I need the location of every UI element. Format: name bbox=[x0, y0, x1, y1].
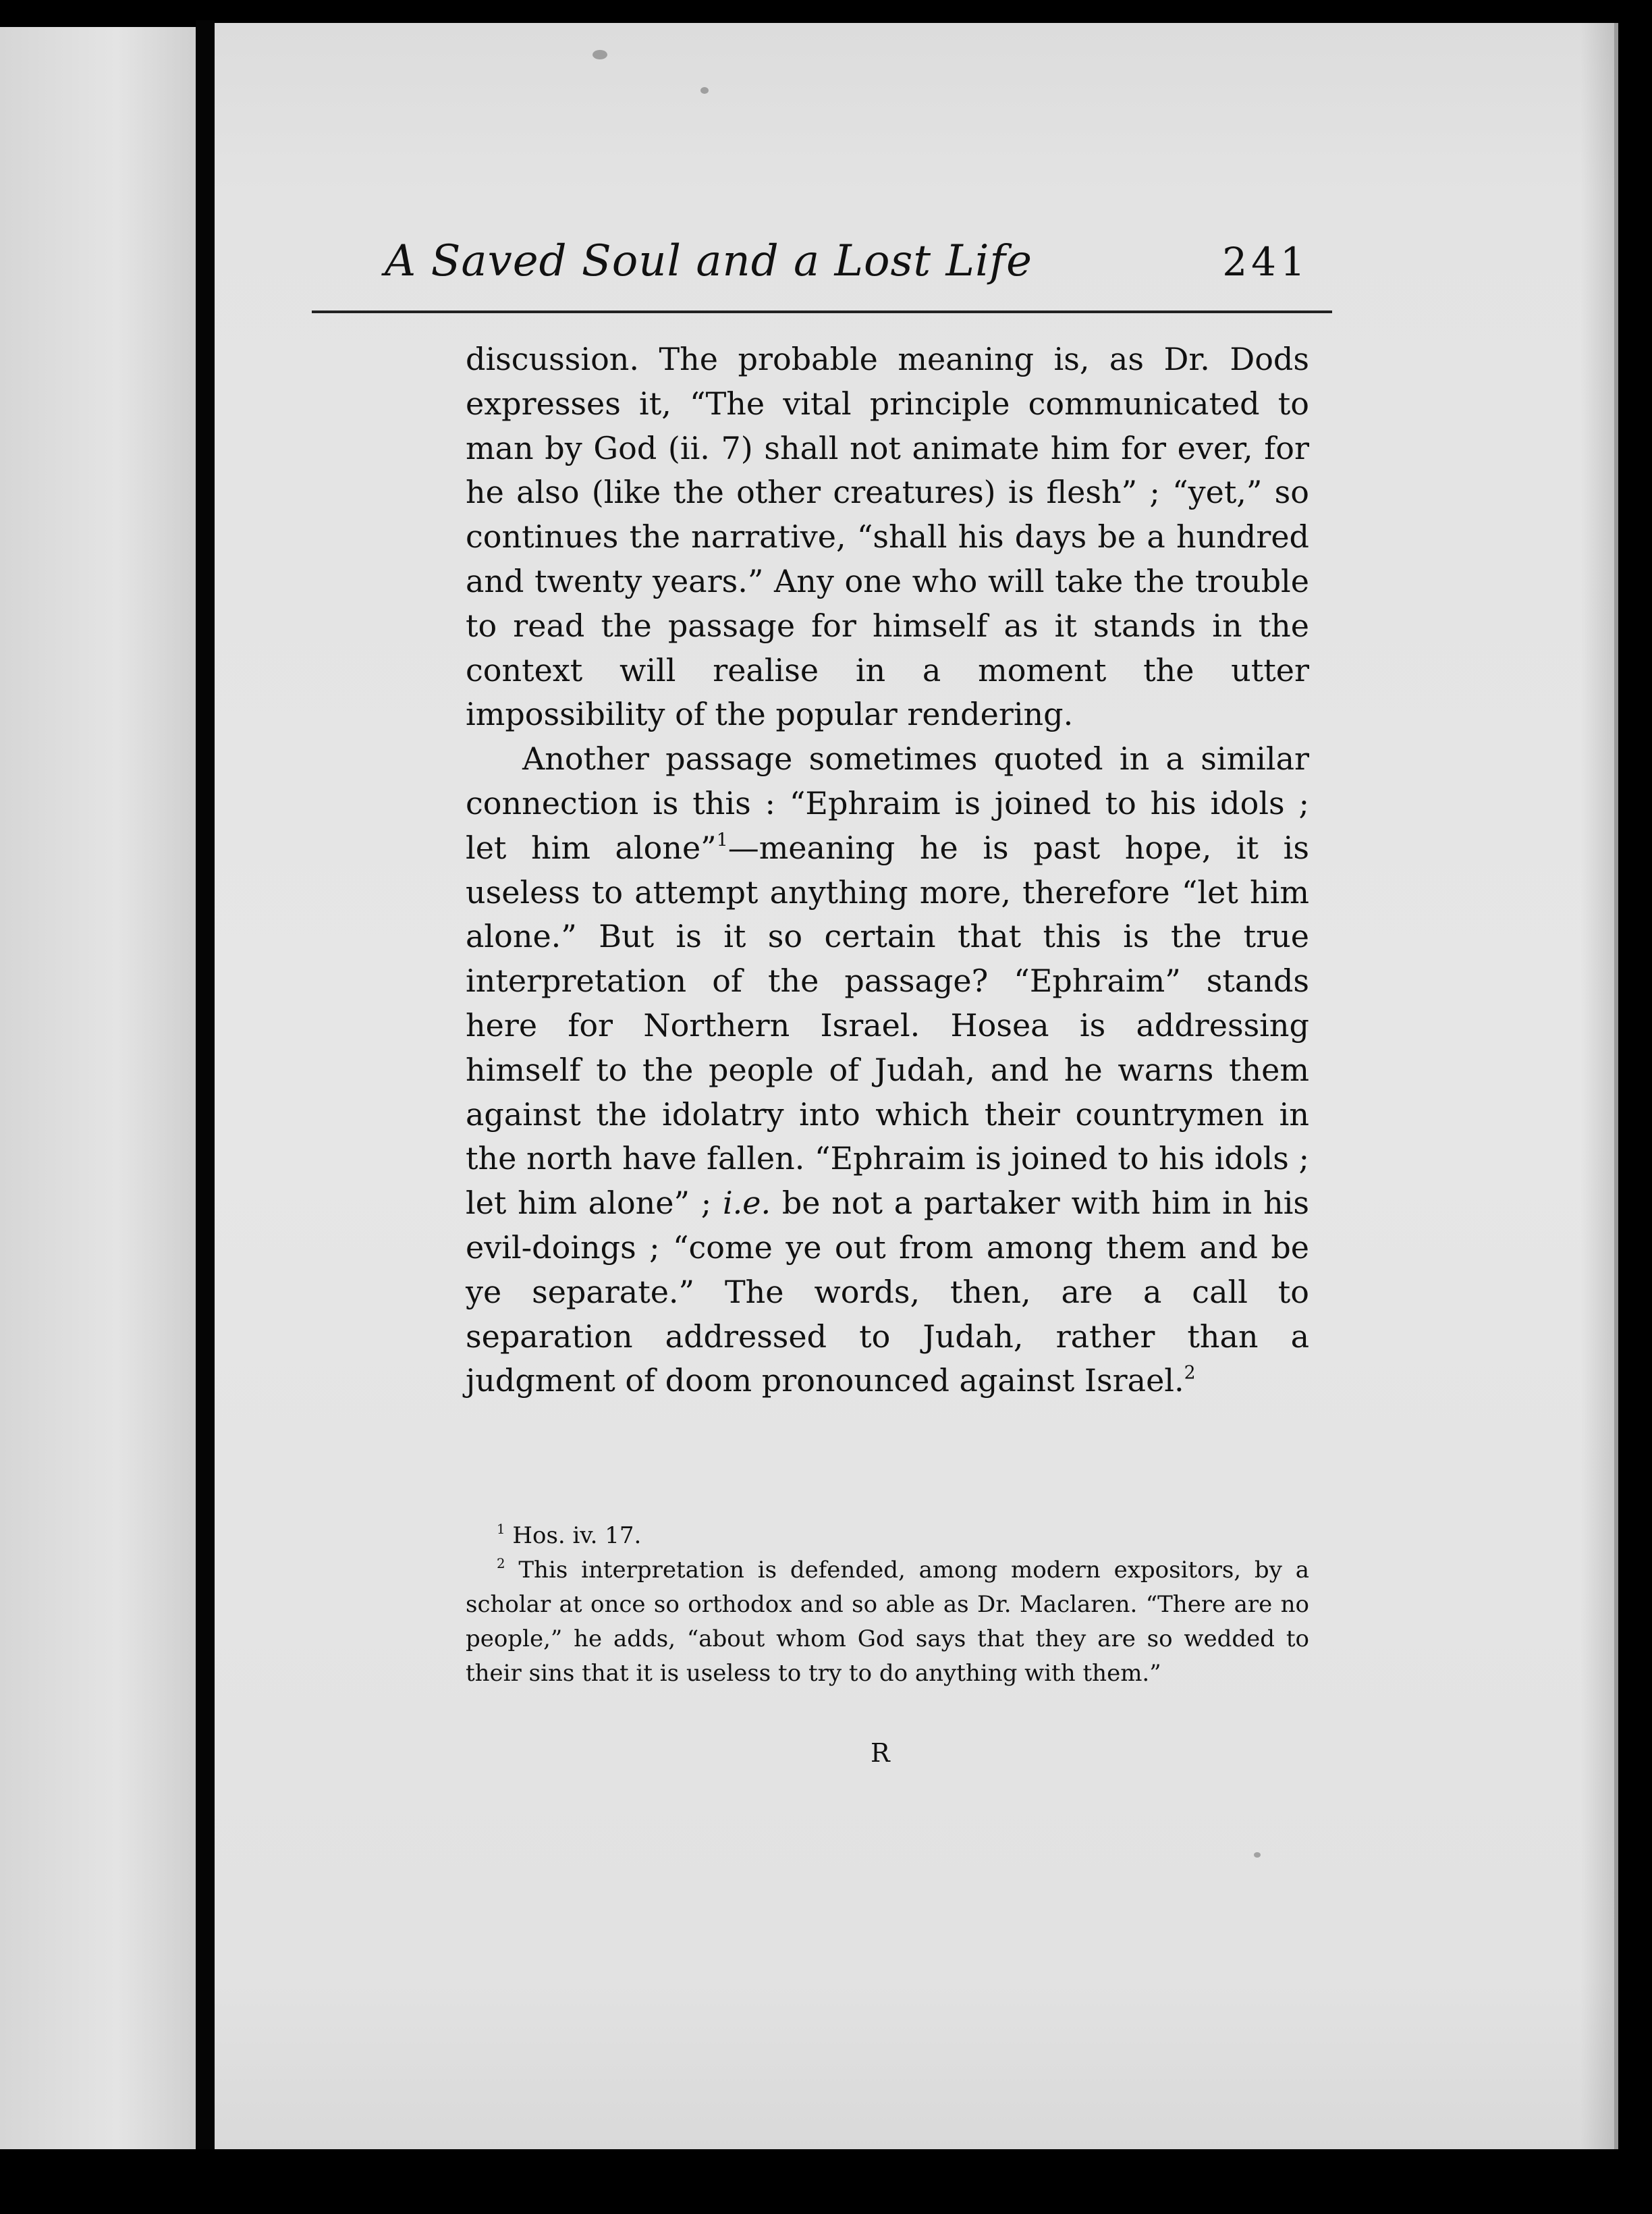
footnote-marker: 2 bbox=[497, 1556, 505, 1572]
page-header bbox=[385, 236, 1309, 304]
paper-speck bbox=[700, 87, 709, 94]
running-title: A Saved Soul and a Lost Life bbox=[385, 236, 1032, 286]
paragraph-text: be not a partaker with him in his evil-doings ; “come ye out from among them and be ye separate.” The words, then, are a call to separation addressed to Judah, rather than a judgment of doom pronounced against Israel. bbox=[466, 1185, 1310, 1399]
paper-speck bbox=[593, 50, 607, 59]
footnote-reference: 2 bbox=[1184, 1362, 1196, 1384]
facing-page-edge bbox=[0, 27, 196, 2214]
page-number: 241 bbox=[1222, 239, 1309, 285]
page-edge-shadow bbox=[1580, 23, 1614, 2149]
footnotes bbox=[466, 1519, 1309, 1691]
header-rule bbox=[312, 310, 1332, 313]
body-text bbox=[466, 338, 1309, 1403]
italic-abbreviation: i.e. bbox=[722, 1185, 771, 1222]
footnote-reference: 1 bbox=[716, 830, 728, 851]
paper-speck bbox=[1254, 1852, 1261, 1858]
footnote-text: This interpretation is defended, among modern expositors, by a scholar at once so orthodox and so able as Dr. Maclaren. “There are no people,” he adds, “about whom God says that they are so wedded to their sins that it is useless to try to do anything with them.” bbox=[466, 1557, 1309, 1687]
footnote bbox=[466, 1553, 1309, 1691]
paragraph bbox=[466, 737, 1309, 1403]
footnote-text: Hos. iv. 17. bbox=[512, 1522, 642, 1549]
signature-mark: R bbox=[871, 1738, 890, 1768]
paragraph-text: Another passage sometimes quoted in a similar connection is this : “Ephraim is joined to his idols ; let him alone” bbox=[466, 740, 1309, 866]
footnote-marker: 1 bbox=[497, 1521, 505, 1538]
scan-border-bottom bbox=[0, 2149, 1652, 2214]
paragraph bbox=[466, 338, 1309, 737]
footnote bbox=[466, 1519, 1309, 1553]
paragraph-text: discussion. The probable meaning is, as Dr. Dods expresses it, “The vital principle communicated to man by God (ii. 7) shall not animate him for ever, for he also (like the other creatures) is flesh” ; “yet,” so continues the narrative, “shall his days be a hundred and twenty years.” Any one who will take the trouble to read the passage for himself as it stands in the context will realise in a moment the utter impossibility of the popular rendering. bbox=[466, 341, 1309, 733]
scan-border-right bbox=[1618, 0, 1652, 2214]
paragraph-text: —meaning he is past hope, it is useless to attempt anything more, therefore “let him alone.” But is it so certain that this is the true interpretation of the passage? “Ephraim” stands here for Northern Israel. Hosea is addressing himself to the people of Judah, and he warns them against the idolatry into which their countrymen in the north have fallen. “Ephraim is joined to his idols ; let him alone” ; bbox=[466, 829, 1309, 1222]
gutter-shadow bbox=[196, 20, 215, 2214]
